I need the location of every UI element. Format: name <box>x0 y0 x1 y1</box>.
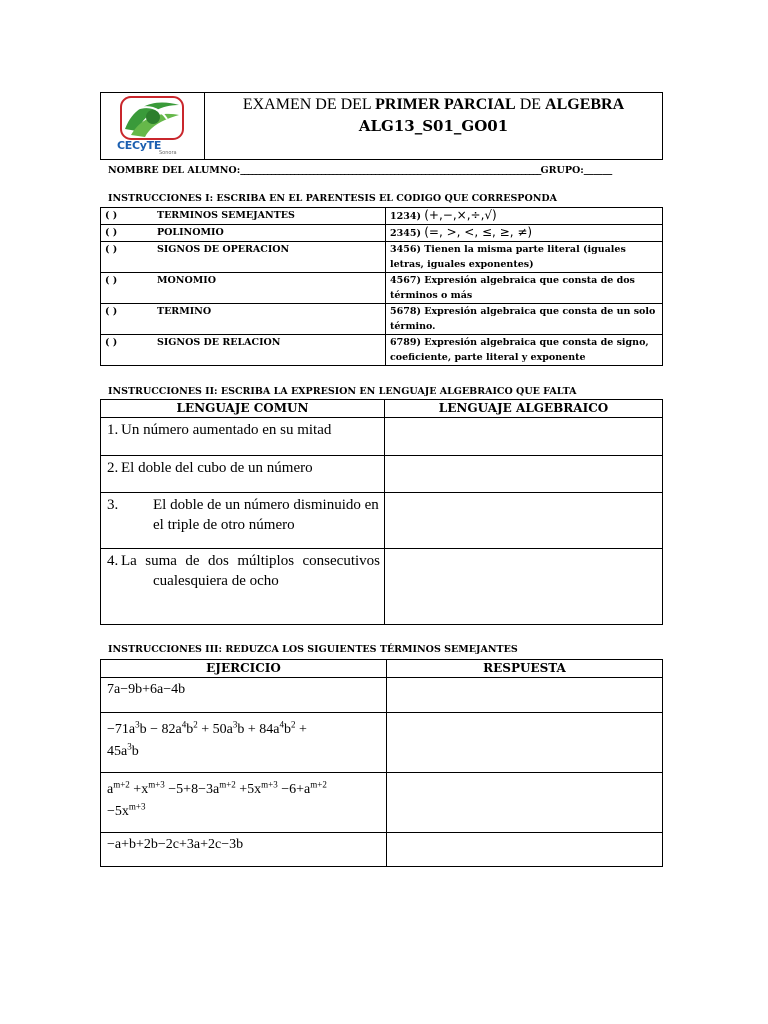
table-row <box>101 833 663 867</box>
definition-cell <box>386 225 663 242</box>
table-row <box>101 304 663 335</box>
table-row <box>101 418 663 456</box>
definition-code: 1234) <box>390 211 425 222</box>
group-label: GRUPO: <box>540 165 584 176</box>
algebraic-language-table <box>100 399 663 625</box>
table-row <box>101 456 663 493</box>
definition-cell <box>386 335 663 366</box>
group-blank[interactable]: ______ <box>583 165 613 176</box>
exam-code: ALG13_S01_GO01 <box>358 117 509 135</box>
reduction-table <box>100 659 663 867</box>
answer-cell[interactable] <box>387 833 663 867</box>
exam-header <box>100 92 663 160</box>
logo-subtext: Sonora <box>159 150 177 156</box>
instructions-3: INSTRUCCIONES III: REDUZCA LOS SIGUIENTES TÉRMINOS SEMEJANTES <box>108 644 518 655</box>
answer-parenthesis[interactable]: ( ) <box>105 210 118 221</box>
name-blank[interactable]: ______________________________________________________________________________ <box>240 165 541 176</box>
logo-cell <box>101 93 205 160</box>
answer-cell[interactable] <box>385 549 663 625</box>
table-row <box>101 678 663 713</box>
definition-text: 6789) Expresión algebraica que consta de signo, coeficiente, parte literal y exponente <box>390 337 649 363</box>
definition-text: 3456) Tienen la misma parte literal (iguales letras, iguales exponentes) <box>390 244 626 270</box>
answer-cell[interactable] <box>387 678 663 713</box>
phrase-cell: 3. El doble de un número disminuido en el triple de otro número <box>101 493 385 549</box>
answer-cell[interactable] <box>387 773 663 833</box>
concept-cell[interactable] <box>101 225 386 242</box>
concept-label: MONOMIO <box>157 275 216 286</box>
title-cell <box>205 93 663 160</box>
table-row <box>101 773 663 833</box>
concept-cell[interactable] <box>101 273 386 304</box>
concept-label: TERMINO <box>157 306 212 317</box>
definition-text: (+,−,×,÷,√) <box>424 208 497 222</box>
column-header-exercise: EJERCICIO <box>101 660 387 678</box>
instructions-2: INSTRUCCIONES II: ESCRIBA LA EXPRESION EN LENGUAJE ALGEBRAICO QUE FALTA <box>108 386 577 397</box>
definition-cell <box>386 273 663 304</box>
exam-title: EXAMEN DE DEL PRIMER PARCIAL DE ALGEBRA <box>242 96 625 113</box>
column-header-common: LENGUAJE COMUN <box>101 400 385 418</box>
student-name-line <box>108 165 668 176</box>
concept-cell[interactable] <box>101 335 386 366</box>
table-row <box>101 242 663 273</box>
column-header-algebraic: LENGUAJE ALGEBRAICO <box>385 400 663 418</box>
definition-cell <box>386 304 663 335</box>
matching-table <box>100 207 663 366</box>
definition-cell <box>386 242 663 273</box>
answer-cell[interactable] <box>385 493 663 549</box>
concept-label: TERMINOS SEMEJANTES <box>157 210 295 221</box>
table-row <box>101 335 663 366</box>
table-row <box>101 493 663 549</box>
instructions-1: INSTRUCCIONES I: ESCRIBA EN EL PARENTESIS EL CODIGO QUE CORRESPONDA <box>108 193 558 204</box>
concept-label: SIGNOS DE RELACION <box>157 337 281 348</box>
definition-text: 5678) Expresión algebraica que consta de un solo término. <box>390 306 656 332</box>
table-row <box>101 208 663 225</box>
table-row <box>101 713 663 773</box>
table-row <box>101 273 663 304</box>
concept-cell[interactable] <box>101 304 386 335</box>
logo-text: CECyTE <box>117 139 162 152</box>
column-header-answer: RESPUESTA <box>387 660 663 678</box>
definition-cell <box>386 208 663 225</box>
phrase-cell: 4. La suma de dos múltiplos consecutivos cualesquiera de ocho <box>101 549 385 625</box>
name-label: NOMBRE DEL ALUMNO: <box>108 165 241 176</box>
exercise-cell: −a+b+2b−2c+3a+2c−3b <box>101 833 387 867</box>
answer-parenthesis[interactable]: ( ) <box>105 227 118 238</box>
phrase-cell: 1. Un número aumentado en su mitad <box>101 418 385 456</box>
answer-parenthesis[interactable]: ( ) <box>105 275 118 286</box>
exercise-cell: 7a−9b+6a−4b <box>101 678 387 713</box>
logo-emblem-icon <box>117 95 187 141</box>
exercise-cell: $a^{m+2} +x^{m+3} -5+8-3a^{m+2} +5x^{m+3} -6+a^{m+2}$ $-5x^{m+3}$ <box>101 773 387 833</box>
answer-parenthesis[interactable]: ( ) <box>105 337 118 348</box>
table-row <box>101 549 663 625</box>
concept-label: SIGNOS DE OPERACION <box>157 244 290 255</box>
phrase-cell: 2. El doble del cubo de un número <box>101 456 385 493</box>
definition-code: 2345) <box>390 228 425 239</box>
table-row <box>101 225 663 242</box>
answer-cell[interactable] <box>387 713 663 773</box>
answer-cell[interactable] <box>385 456 663 493</box>
answer-parenthesis[interactable]: ( ) <box>105 244 118 255</box>
definition-text: (=, >, <, ≤, ≥, ≠) <box>424 225 533 239</box>
answer-parenthesis[interactable]: ( ) <box>105 306 118 317</box>
definition-text: 4567) Expresión algebraica que consta de dos términos o más <box>390 275 635 301</box>
concept-cell[interactable] <box>101 208 386 225</box>
concept-label: POLINOMIO <box>157 227 224 238</box>
concept-cell[interactable] <box>101 242 386 273</box>
cecyte-logo <box>117 95 187 157</box>
answer-cell[interactable] <box>385 418 663 456</box>
exercise-cell: $-71a^3b - 82a^4b^2 + 50a^3b + 84a^4b^2$ + $45a^3b$ <box>101 713 387 773</box>
